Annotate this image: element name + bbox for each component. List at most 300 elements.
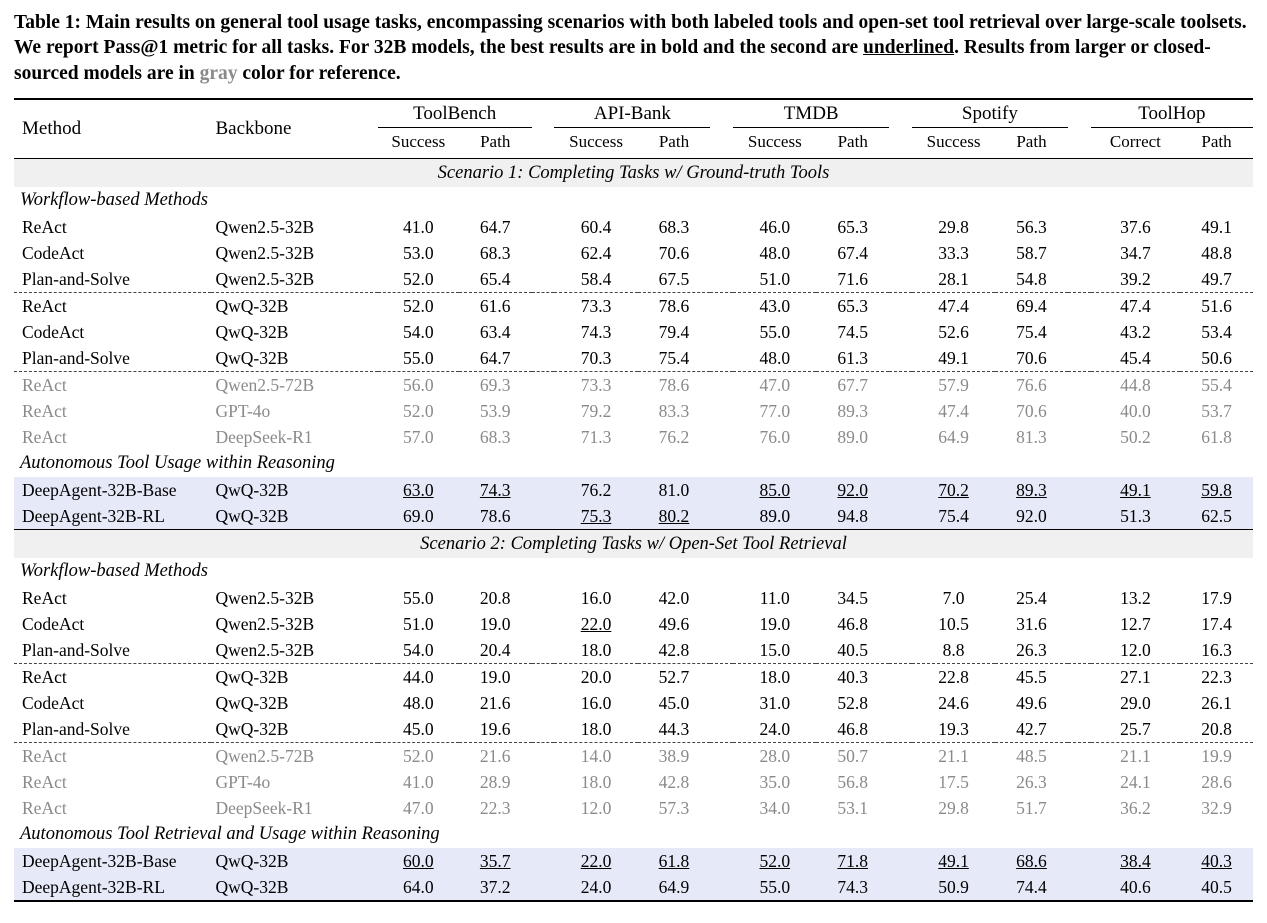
column-spacer [710, 345, 733, 372]
row-value: 68.6 [995, 848, 1068, 874]
row-value: 45.0 [403, 718, 434, 739]
row-value: 48.0 [403, 692, 434, 713]
row-value: 62.5 [1180, 503, 1253, 530]
column-spacer [710, 293, 733, 320]
row-method: ReAct [22, 400, 67, 421]
row-value: 52.7 [638, 664, 711, 691]
row-value: 61.6 [459, 293, 532, 320]
row-backbone: QwQ-32B [215, 718, 289, 739]
row-value: 47.0 [403, 797, 434, 818]
column-spacer [532, 585, 555, 611]
row-backbone: QwQ-32B [211, 848, 377, 874]
column-spacer [710, 477, 733, 503]
row-value: 15.0 [759, 639, 791, 660]
row-value: 16.3 [1201, 639, 1232, 660]
header-tmdb-path: Path [837, 131, 868, 151]
row-value: 54.0 [403, 321, 434, 342]
table-caption [14, 10, 1253, 86]
row-value: 64.7 [479, 216, 511, 237]
row-value: 14.0 [554, 743, 637, 770]
row-value: 61.3 [837, 347, 869, 368]
bottom-rule [14, 901, 1253, 902]
row-value: 67.4 [837, 242, 869, 263]
row-value: 19.0 [759, 613, 791, 634]
row-value: 27.1 [1091, 664, 1180, 691]
column-spacer [1068, 477, 1091, 503]
row-method: Plan-and-Solve [22, 347, 130, 368]
row-backbone: QwQ-32B [211, 477, 377, 503]
row-value: 76.0 [759, 426, 791, 447]
row-value: 74.4 [995, 874, 1068, 901]
header-group-spotify: Spotify [912, 99, 1068, 128]
row-method: ReAct [22, 587, 67, 608]
column-spacer [532, 398, 555, 424]
row-value: 16.0 [580, 587, 612, 608]
column-spacer [1068, 424, 1091, 450]
column-spacer [889, 690, 912, 716]
table-row [14, 293, 1253, 320]
section-workflow-2-label: Workflow-based Methods [20, 561, 208, 582]
column-spacer [710, 319, 733, 345]
row-value: 49.6 [1016, 692, 1047, 713]
column-spacer [532, 319, 555, 345]
row-value: 49.1 [912, 848, 995, 874]
row-value: 19.3 [938, 718, 969, 739]
row-value: 46.0 [759, 216, 791, 237]
row-backbone: Qwen2.5-32B [215, 639, 315, 660]
row-value: 44.0 [378, 664, 459, 691]
column-spacer [532, 372, 555, 399]
column-spacer [710, 398, 733, 424]
column-spacer [532, 503, 555, 530]
row-backbone: Qwen2.5-32B [215, 216, 315, 237]
row-value: 70.3 [580, 347, 612, 368]
row-backbone: DeepSeek-R1 [215, 797, 313, 818]
row-value: 25.4 [1016, 587, 1047, 608]
row-value: 20.8 [1201, 718, 1232, 739]
row-method: DeepAgent-32B-RL [14, 874, 211, 901]
table-body [14, 159, 1253, 901]
row-backbone: Qwen2.5-72B [211, 372, 377, 399]
row-value: 40.3 [1180, 848, 1253, 874]
row-method: CodeAct [22, 321, 85, 342]
column-spacer [889, 266, 912, 293]
table-row [14, 874, 1253, 901]
section-autonomous-1 [14, 450, 1253, 477]
row-value: 80.2 [638, 503, 711, 530]
row-value: 62.4 [580, 242, 612, 263]
row-value: 38.9 [638, 743, 711, 770]
row-value: 42.7 [1016, 718, 1047, 739]
header-apibank-path: Path [658, 131, 690, 151]
row-method: ReAct [22, 771, 67, 792]
row-value: 61.8 [638, 848, 711, 874]
column-spacer [1068, 716, 1091, 743]
caption-text-part3: color for reference. [237, 62, 401, 84]
column-spacer [710, 240, 733, 266]
column-spacer [532, 874, 555, 901]
row-value: 18.0 [733, 664, 816, 691]
row-value: 24.6 [938, 692, 969, 713]
column-spacer [889, 372, 912, 399]
table-row [14, 637, 1253, 664]
row-value: 24.0 [554, 874, 637, 901]
row-value: 20.8 [479, 587, 511, 608]
column-spacer [889, 795, 912, 821]
row-value: 22.3 [479, 797, 511, 818]
column-spacer [889, 424, 912, 450]
column-spacer [710, 637, 733, 664]
column-spacer [532, 214, 555, 240]
row-method: Plan-and-Solve [22, 639, 130, 660]
row-value: 53.7 [1201, 400, 1232, 421]
row-value: 55.0 [403, 347, 434, 368]
column-spacer [710, 848, 733, 874]
caption-text-part1: Table 1: Main results on general tool usage tasks, encompassing scenarios with both labeled tools and open-set tool retrieval over large-scale toolsets. We report Pass@1 metric for all tasks. For 32B models, the best results are in bold and the second are [14, 12, 1247, 59]
row-value: 68.3 [479, 242, 511, 263]
row-value: 52.0 [378, 293, 459, 320]
column-spacer [710, 743, 733, 770]
row-value: 49.6 [658, 613, 690, 634]
header-group-toolbench: ToolBench [378, 99, 532, 128]
column-spacer [1068, 743, 1091, 770]
row-value: 26.3 [1016, 639, 1047, 660]
row-value: 35.7 [459, 848, 532, 874]
row-value: 21.1 [1091, 743, 1180, 770]
row-value: 37.2 [459, 874, 532, 901]
row-value: 28.0 [733, 743, 816, 770]
header-toolhop-path: Path [1201, 131, 1232, 151]
row-value: 51.3 [1091, 503, 1180, 530]
table-row [14, 345, 1253, 372]
row-value: 41.0 [403, 771, 434, 792]
row-value: 42.0 [658, 587, 690, 608]
table-row [14, 372, 1253, 399]
row-value: 28.1 [938, 268, 969, 289]
row-value: 28.9 [479, 771, 511, 792]
row-value: 68.3 [479, 426, 511, 447]
column-spacer [532, 795, 555, 821]
row-value: 12.7 [1120, 613, 1151, 634]
row-value: 42.8 [658, 771, 690, 792]
row-method: ReAct [22, 797, 67, 818]
table-row [14, 664, 1253, 691]
row-value: 29.8 [938, 797, 969, 818]
column-spacer [710, 214, 733, 240]
row-value: 42.8 [658, 639, 690, 660]
column-spacer [1068, 795, 1091, 821]
row-method: CodeAct [22, 692, 85, 713]
column-spacer [532, 424, 555, 450]
column-spacer [710, 664, 733, 691]
column-spacer [889, 214, 912, 240]
row-value: 18.0 [580, 718, 612, 739]
row-value: 34.0 [759, 797, 791, 818]
section-autonomous-2-label: Autonomous Tool Retrieval and Usage within Reasoning [20, 824, 440, 845]
column-spacer [1068, 293, 1091, 320]
header-toolbench-path: Path [480, 131, 511, 151]
scenario-1-header [14, 159, 1253, 187]
row-value: 48.0 [759, 242, 791, 263]
row-value: 92.0 [995, 503, 1068, 530]
row-value: 51.7 [1016, 797, 1047, 818]
row-value: 59.8 [1180, 477, 1253, 503]
column-spacer [532, 716, 555, 743]
scenario-2-header-label: Scenario 2: Completing Tasks w/ Open-Set Tool Retrieval [14, 530, 1253, 558]
column-spacer [889, 477, 912, 503]
column-spacer [1068, 345, 1091, 372]
row-value: 29.8 [938, 216, 969, 237]
row-value: 75.4 [912, 503, 995, 530]
table-row [14, 503, 1253, 530]
column-spacer [710, 424, 733, 450]
row-value: 33.3 [938, 242, 969, 263]
column-spacer [532, 266, 555, 293]
column-spacer [889, 637, 912, 664]
row-value: 70.2 [912, 477, 995, 503]
row-value: 21.6 [479, 692, 511, 713]
column-spacer [532, 743, 555, 770]
header-group-tmdb: TMDB [733, 99, 889, 128]
row-value: 49.1 [1091, 477, 1180, 503]
table-row [14, 266, 1253, 293]
row-value: 19.9 [1180, 743, 1253, 770]
row-value: 39.2 [1120, 268, 1151, 289]
column-spacer [1068, 319, 1091, 345]
row-value: 45.4 [1120, 347, 1151, 368]
row-value: 50.9 [912, 874, 995, 901]
row-value: 7.0 [942, 587, 965, 608]
row-value: 17.4 [1201, 613, 1232, 634]
row-backbone: GPT-4o [215, 400, 271, 421]
row-value: 85.0 [733, 477, 816, 503]
row-value: 74.3 [459, 477, 532, 503]
table-row [14, 477, 1253, 503]
row-value: 52.0 [378, 743, 459, 770]
row-value: 31.6 [1016, 613, 1047, 634]
row-backbone: QwQ-32B [211, 503, 377, 530]
row-value: 63.0 [378, 477, 459, 503]
column-spacer [532, 293, 555, 320]
row-value: 75.3 [554, 503, 637, 530]
row-value: 19.0 [459, 664, 532, 691]
row-value: 46.8 [837, 718, 869, 739]
row-value: 89.0 [733, 503, 816, 530]
row-value: 64.0 [378, 874, 459, 901]
column-spacer [1068, 690, 1091, 716]
column-spacer [1068, 503, 1091, 530]
header-group-apibank: API-Bank [554, 99, 710, 128]
row-value: 52.8 [837, 692, 869, 713]
row-value: 22.8 [912, 664, 995, 691]
row-value: 89.3 [995, 477, 1068, 503]
column-spacer [1068, 664, 1091, 691]
row-value: 53.9 [479, 400, 511, 421]
column-spacer [889, 611, 912, 637]
row-value: 43.0 [733, 293, 816, 320]
column-spacer [1068, 637, 1091, 664]
row-value: 17.9 [1201, 587, 1232, 608]
header-spotify-path: Path [1016, 131, 1047, 151]
row-value: 60.4 [580, 216, 612, 237]
row-value: 76.2 [658, 426, 690, 447]
table-row [14, 585, 1253, 611]
row-value: 57.3 [658, 797, 690, 818]
row-value: 20.4 [479, 639, 511, 660]
row-value: 38.4 [1091, 848, 1180, 874]
row-value: 37.6 [1120, 216, 1151, 237]
row-value: 34.7 [1120, 242, 1151, 263]
row-method: ReAct [22, 426, 67, 447]
row-value: 25.7 [1120, 718, 1151, 739]
row-value: 79.2 [580, 400, 612, 421]
row-value: 50.7 [816, 743, 889, 770]
row-value: 18.0 [580, 771, 612, 792]
row-value: 92.0 [816, 477, 889, 503]
row-value: 81.3 [1016, 426, 1047, 447]
row-value: 57.0 [403, 426, 434, 447]
row-value: 69.4 [995, 293, 1068, 320]
row-method: DeepAgent-32B-Base [14, 477, 211, 503]
row-value: 58.7 [1016, 242, 1047, 263]
row-value: 29.0 [1120, 692, 1151, 713]
caption-underlined-word: underlined [863, 37, 955, 59]
column-spacer [889, 874, 912, 901]
row-backbone: Qwen2.5-32B [215, 613, 315, 634]
column-spacer [1068, 266, 1091, 293]
row-value: 24.1 [1120, 771, 1151, 792]
row-method: ReAct [14, 372, 211, 399]
row-value: 53.0 [403, 242, 434, 263]
row-backbone: QwQ-32B [215, 692, 289, 713]
column-spacer [889, 716, 912, 743]
header-toolhop-correct: Correct [1109, 131, 1161, 151]
row-backbone: Qwen2.5-32B [215, 587, 315, 608]
row-value: 49.7 [1201, 268, 1232, 289]
row-backbone: Qwen2.5-32B [215, 242, 315, 263]
table-row [14, 240, 1253, 266]
row-value: 32.9 [1201, 797, 1232, 818]
row-value: 70.6 [1016, 400, 1047, 421]
row-value: 45.0 [658, 692, 690, 713]
row-value: 73.3 [554, 372, 637, 399]
row-value: 58.4 [580, 268, 612, 289]
row-value: 69.3 [459, 372, 532, 399]
row-method: ReAct [14, 743, 211, 770]
row-value: 47.4 [912, 293, 995, 320]
row-value: 12.0 [580, 797, 612, 818]
column-spacer [532, 611, 555, 637]
column-spacer [889, 319, 912, 345]
table-row [14, 716, 1253, 743]
column-spacer [1068, 585, 1091, 611]
section-autonomous-1-label: Autonomous Tool Usage within Reasoning [20, 453, 335, 474]
column-spacer [710, 769, 733, 795]
row-backbone: GPT-4o [215, 771, 271, 792]
column-spacer [710, 585, 733, 611]
row-value: 67.5 [658, 268, 690, 289]
row-method: DeepAgent-32B-RL [14, 503, 211, 530]
header-group-toolhop: ToolHop [1091, 99, 1253, 128]
row-value: 22.0 [580, 613, 612, 634]
row-value: 53.4 [1201, 321, 1232, 342]
row-value: 57.9 [912, 372, 995, 399]
row-value: 51.0 [403, 613, 434, 634]
header-toolbench-success: Success [391, 131, 446, 151]
column-spacer [889, 848, 912, 874]
scenario-1-header-label: Scenario 1: Completing Tasks w/ Ground-truth Tools [14, 159, 1253, 187]
row-value: 41.0 [403, 216, 434, 237]
row-backbone: QwQ-32B [211, 293, 377, 320]
row-method: CodeAct [22, 613, 85, 634]
row-value: 40.5 [837, 639, 869, 660]
column-spacer [889, 240, 912, 266]
row-value: 56.8 [837, 771, 869, 792]
row-value: 83.3 [658, 400, 690, 421]
column-spacer [1068, 769, 1091, 795]
row-value: 70.6 [658, 242, 690, 263]
row-value: 44.3 [658, 718, 690, 739]
column-spacer [532, 769, 555, 795]
row-value: 34.5 [837, 587, 869, 608]
row-value: 76.2 [554, 477, 637, 503]
row-value: 54.0 [403, 639, 434, 660]
row-value: 20.0 [554, 664, 637, 691]
row-value: 43.2 [1120, 321, 1151, 342]
row-value: 76.6 [995, 372, 1068, 399]
row-value: 17.5 [938, 771, 969, 792]
row-value: 48.8 [1201, 242, 1232, 263]
row-value: 94.8 [816, 503, 889, 530]
column-spacer [710, 716, 733, 743]
column-spacer [889, 769, 912, 795]
row-value: 65.3 [837, 216, 869, 237]
table-row [14, 319, 1253, 345]
row-value: 40.0 [1120, 400, 1151, 421]
column-spacer [710, 795, 733, 821]
column-spacer [710, 503, 733, 530]
row-value: 40.6 [1091, 874, 1180, 901]
row-value: 48.5 [995, 743, 1068, 770]
row-value: 56.0 [378, 372, 459, 399]
row-value: 78.6 [459, 503, 532, 530]
column-spacer [710, 266, 733, 293]
table-row [14, 690, 1253, 716]
scenario-2-header [14, 530, 1253, 558]
row-value: 16.0 [580, 692, 612, 713]
row-value: 78.6 [638, 372, 711, 399]
row-value: 75.4 [1016, 321, 1047, 342]
row-value: 64.9 [638, 874, 711, 901]
row-value: 54.8 [1016, 268, 1047, 289]
row-value: 52.0 [403, 400, 434, 421]
row-method: Plan-and-Solve [22, 268, 130, 289]
row-value: 89.3 [837, 400, 869, 421]
row-value: 75.4 [658, 347, 690, 368]
row-value: 67.7 [816, 372, 889, 399]
row-backbone: QwQ-32B [211, 664, 377, 691]
row-value: 10.5 [938, 613, 969, 634]
row-value: 44.8 [1091, 372, 1180, 399]
column-spacer [532, 664, 555, 691]
column-spacer [710, 372, 733, 399]
row-value: 46.8 [837, 613, 869, 634]
row-value: 70.6 [1016, 347, 1047, 368]
row-method: CodeAct [22, 242, 85, 263]
row-value: 22.0 [554, 848, 637, 874]
row-method: ReAct [14, 664, 211, 691]
column-spacer [889, 293, 912, 320]
